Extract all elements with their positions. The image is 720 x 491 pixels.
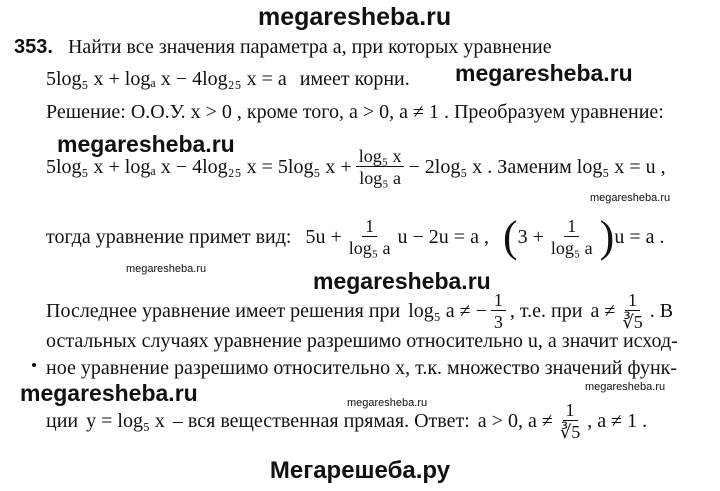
solution-line-4 [46,290,673,333]
solution-line-3-text: тогда уравнение примет вид: [46,225,292,248]
problem-equation: 5log₅ x + logₐ x − 4log₂₅ x = a [46,68,287,90]
fraction-numerator: log₅ x [356,146,405,167]
solution-line-6: ное уравнение разрешимо относительно x, т.к. множество значений функ- [46,357,678,379]
problem-number: 353. [14,36,53,58]
fraction-denominator: log₅ a [359,168,401,188]
fraction-one-over-log [346,216,394,259]
solution-line-2-right: − 2log₅ x . Заменим log₅ x = u , [408,156,666,178]
solution-line-4-tail: . В [649,300,674,322]
solution-line-2 [46,146,666,189]
watermark-center: megaresheba.ru [313,268,491,294]
fraction-one-third [491,290,506,333]
problem-line-2 [46,68,410,91]
problem-statement-tail: имеет корни. [299,68,410,90]
answer-tail: , a ≠ 1 . [587,410,648,432]
solution-line-2-left: 5log₅ x + logₐ x − 4log₂₅ x = 5log₅ x + [46,156,352,178]
solution-line-1: Решение: О.О.У. x > 0 , кроме того, a > 0, a ≠ 1 . Преобразуем уравнение: [46,101,664,123]
solution-line-7 [46,400,647,443]
right-paren: ) [599,212,615,261]
margin-dot [32,363,36,367]
solution-line-4-eq: log₅ a ≠ − [408,300,487,322]
fraction-log-ratio [356,146,405,189]
watermark-left-1: megaresheba.ru [57,131,235,157]
fraction-numerator: 1 [564,216,579,237]
fraction-denominator: log₅ a [550,237,593,258]
problem-statement-line-1: Найти все значения параметра a, при которых уравнение [67,36,552,58]
solution-line-4-text: Последнее уравнение имеет решения при [46,300,401,322]
problem-line-1 [14,36,552,59]
watermark-small-left: megaresheba.ru [126,263,207,275]
fraction-one-over-log-2 [548,216,596,259]
solution-line-3-eq-a: 5u + [305,225,342,248]
fraction-denominator: 3 [493,312,503,332]
solution-line-3 [46,212,665,261]
solution-line-3-eq-b: u − 2u = a , [397,225,489,248]
watermark-small-right-2: megaresheba.ru [585,381,666,393]
watermark-left-2: megaresheba.ru [20,380,198,406]
answer-equation: a > 0, a ≠ [477,410,553,432]
left-paren: ( [502,212,518,261]
answer-fraction [557,400,583,443]
solution-line-7-mid: – вся вещественная прямая. Ответ: [172,410,470,432]
solution-line-3-eq-c-pre: 3 + [517,225,544,248]
watermark-right-1: megaresheba.ru [455,60,633,86]
fraction-denominator: log₅ a [348,237,391,258]
watermark-top: megaresheba.ru [258,3,452,31]
fraction-numerator: 1 [491,290,506,311]
fraction-denominator: ∛5 [559,422,581,442]
solution-line-7-eq: y = log₅ x [86,410,165,432]
fraction-denominator: ∛5 [622,312,643,332]
footer-brand: Мегарешеба.ру [269,457,451,484]
solution-line-4-mid: , т.е. при [509,300,583,322]
solution-line-4-eq2: a ≠ [590,300,616,322]
solution-line-7-text: ции [46,410,79,432]
fraction-numerator: 1 [362,216,377,237]
fraction-one-over-cbrt5 [619,290,645,333]
fraction-numerator: 1 [563,400,578,421]
solution-line-5: остальных случаях уравнение разрешимо относительно u, а значит исход- [46,330,678,352]
watermark-small-mid: megaresheba.ru [347,397,428,409]
solution-line-3-eq-c-post: u = a . [614,225,665,248]
watermark-small-right-1: megaresheba.ru [590,192,671,204]
fraction-numerator: 1 [625,290,640,311]
